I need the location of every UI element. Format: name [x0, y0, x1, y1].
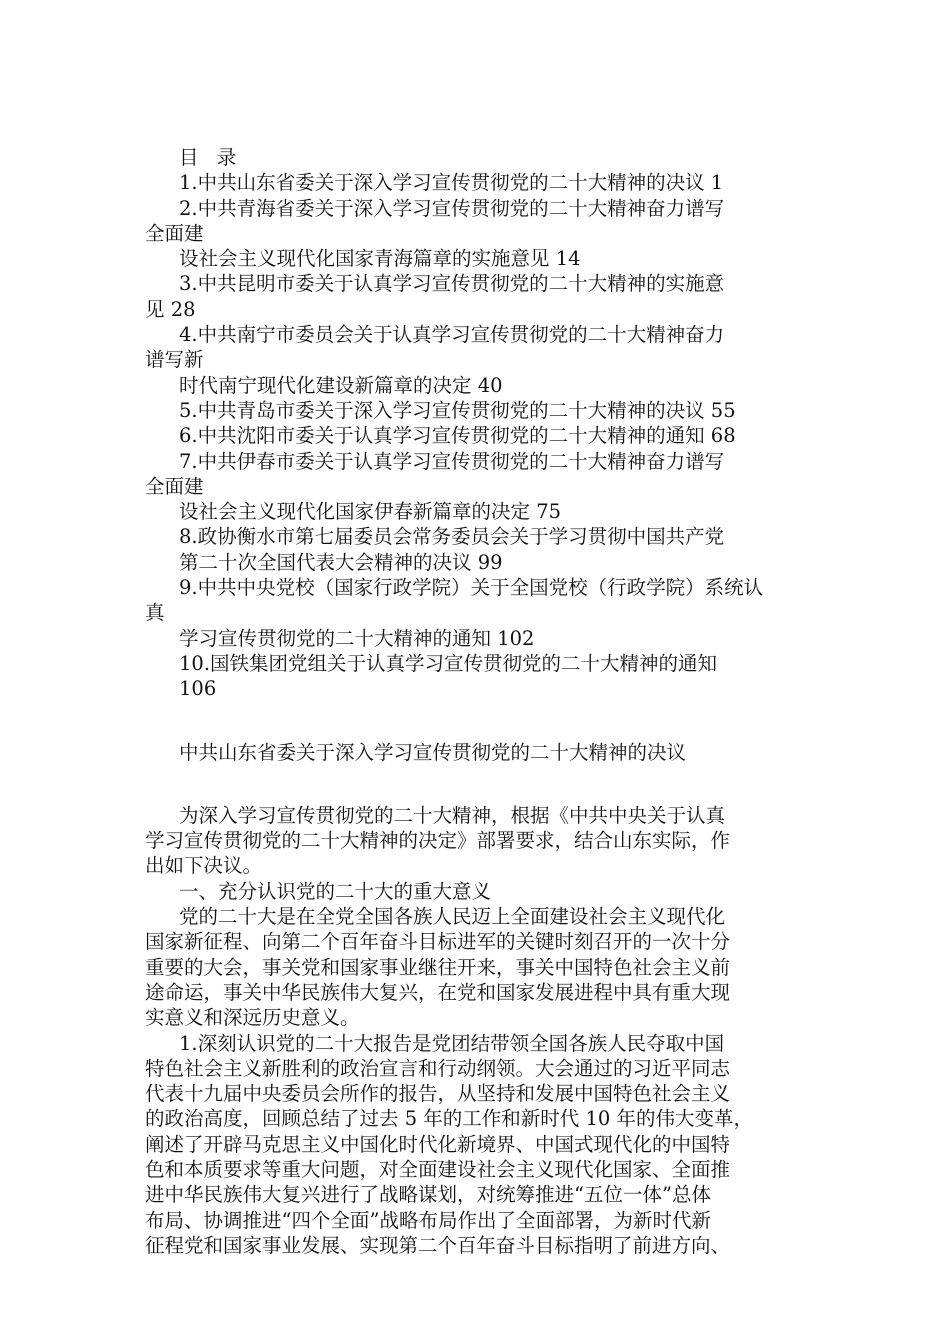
toc-entry-line: 4.中共南宁市委员会关于认真学习宣传贯彻党的二十大精神奋力 — [179, 323, 725, 347]
body-text-line: 出如下决议。 — [145, 854, 263, 878]
article-body — [145, 803, 807, 1258]
toc-entry-line: 全面建 — [145, 221, 204, 245]
toc-entry-line: 1.中共山东省委关于深入学习宣传贯彻党的二十大精神的决议 1 — [179, 171, 724, 195]
toc-entry-line: 106 — [179, 677, 217, 701]
body-text-line: 学习宣传贯彻党的二十大精神的决定》部署要求，结合山东实际，作 — [145, 829, 731, 853]
toc-entry-line: 时代南宁现代化建设新篇章的决定 40 — [179, 373, 503, 397]
body-text-line: 为深入学习宣传贯彻党的二十大精神，根据《中共中央关于认真 — [179, 803, 726, 827]
toc-entry-line: 7.中共伊春市委关于认真学习宣传贯彻党的二十大精神奋力谱写 — [179, 449, 725, 473]
body-text-line: 一、充分认识党的二十大的重大意义 — [179, 879, 492, 903]
document-page — [145, 145, 807, 1258]
toc-entry-line: 谱写新 — [145, 348, 204, 372]
body-text-line: 代表十九届中央委员会所作的报告，从坚持和发展中国特色社会主义 — [145, 1082, 731, 1106]
body-text-line: 布局、协调推进“四个全面”战略布局作出了全面部署，为新时代新 — [145, 1208, 711, 1232]
toc-entry-line: 见 28 — [145, 297, 196, 321]
toc-entry-line: 真 — [145, 601, 165, 625]
body-text-line: 1.深刻认识党的二十大报告是党团结带领全国各族人民夺取中国 — [179, 1031, 725, 1055]
toc-list — [145, 170, 807, 701]
toc-entry-line: 设社会主义现代化国家伊春新篇章的决定 75 — [179, 500, 562, 524]
toc-entry-line: 10.国铁集团党组关于认真学习宣传贯彻党的二十大精神的通知 — [179, 651, 718, 675]
toc-entry-line: 学习宣传贯彻党的二十大精神的通知 102 — [179, 626, 535, 650]
toc-entry-line: 2.中共青海省委关于深入学习宣传贯彻党的二十大精神奋力谱写 — [179, 196, 725, 220]
body-text-line: 特色社会主义新胜利的政治宣言和行动纲领。大会通过的习近平同志 — [145, 1056, 731, 1080]
body-text-line: 重要的大会，事关党和国家事业继往开来，事关中国特色社会主义前 — [145, 955, 731, 979]
toc-entry-line: 9.中共中央党校（国家行政学院）关于全国党校（行政学院）系统认 — [179, 576, 764, 600]
body-text-line: 征程党和国家事业发展、实现第二个百年奋斗目标指明了前进方向、 — [145, 1233, 731, 1257]
toc-entry-line: 3.中共昆明市委关于认真学习宣传贯彻党的二十大精神的实施意 — [179, 272, 725, 296]
body-text-line: 的政治高度，回顾总结了过去 5 年的工作和新时代 10 年的伟大变革， — [145, 1107, 754, 1131]
toc-entry-line: 8.政协衡水市第七届委员会常务委员会关于学习贯彻中国共产党 — [179, 525, 725, 549]
toc-entry-line: 5.中共青岛市委关于深入学习宣传贯彻党的二十大精神的决议 55 — [179, 398, 736, 422]
body-text-line: 色和本质要求等重大问题，对全面建设社会主义现代化国家、全面推 — [145, 1157, 731, 1181]
body-text-line: 途命运，事关中华民族伟大复兴，在党和国家发展进程中具有重大现 — [145, 980, 731, 1004]
section-gap — [145, 765, 807, 803]
body-text-line: 阐述了开辟马克思主义中国化时代化新境界、中国式现代化的中国特 — [145, 1132, 731, 1156]
toc-entry-line: 设社会主义现代化国家青海篇章的实施意见 14 — [179, 247, 581, 271]
body-text-line: 实意义和深远历史意义。 — [145, 1006, 360, 1030]
body-text-line: 国家新征程、向第二个百年奋斗目标进军的关键时刻召开的一次十分 — [145, 930, 731, 954]
toc-title: 目 录 — [179, 146, 243, 169]
toc-entry-line: 全面建 — [145, 474, 204, 498]
body-text-line: 党的二十大是在全党全国各族人民迈上全面建设社会主义现代化 — [179, 905, 726, 929]
toc-entry-line: 6.中共沈阳市委关于认真学习宣传贯彻党的二十大精神的通知 68 — [179, 424, 736, 448]
section-gap — [145, 702, 807, 740]
toc-entry-line: 第二十次全国代表大会精神的决议 99 — [179, 550, 503, 574]
article-title: 中共山东省委关于深入学习宣传贯彻党的二十大精神的决议 — [179, 740, 687, 764]
body-text-line: 进中华民族伟大复兴进行了战略谋划，对统筹推进“五位一体”总体 — [145, 1183, 711, 1207]
